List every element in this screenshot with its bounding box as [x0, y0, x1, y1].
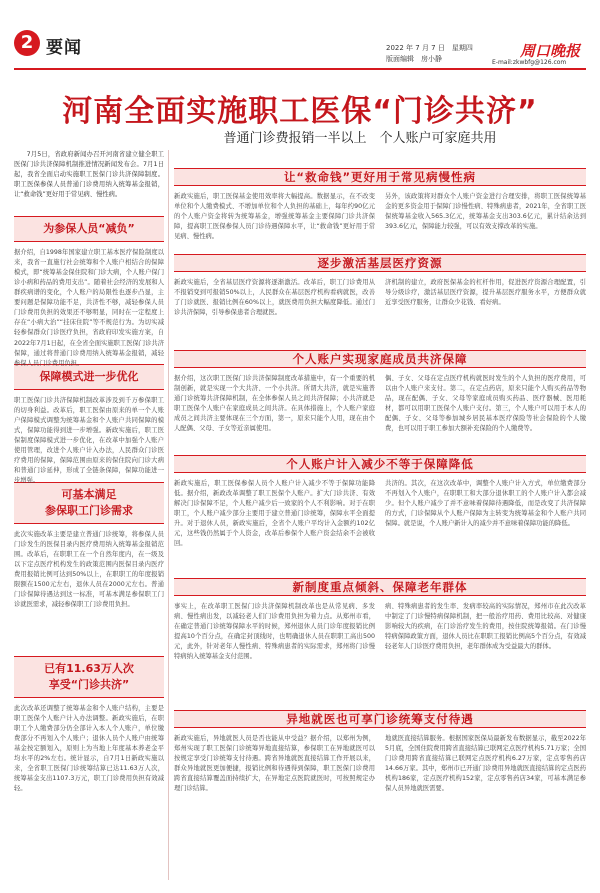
section-column: 地就医直接结算服务。根据国家医保局最新发布数据显示，截至2022年5月底，全国住院费用跨省直接结算已联网定点医疗机构5.71万家；全国门诊费用跨省直接结算已联网定点医疗机构6.27万家，定点零售药店14.66万家。其中，郑州市已开通门诊费用异地就医直接结算的定点医药机构186家，定点医疗机构152家，定点零售药店34家，可基本满足参保人员异地就医需要。: [385, 735, 586, 793]
section-column: 据介绍，这次职工医保门诊共济保障制度改革措施中，有一个重要的机制创新，就是实现一个大共济、一个小共济。所谓大共济，就是实施普通门诊统筹共济保障机制，在全体参保人员之间共济保障；小共济就是职工医保个人账户在家庭成员之间共济。在具体措施上，个人账户家庭成员之间共济主要体现在三个方面，第一，原来只能个人用，现在由个人配偶、父母、子女等近亲属使用。: [174, 375, 375, 433]
section-column: 新政实施后，职工医保基金使用效率将大幅提高。数据显示，在不改变单位和个人缴费模式、不增加单位和个人负担的基础上，每年约90亿元的个人账户资金将转为统筹基金，增强统筹基金主要保障门诊共济保障，提高职工医保参保人员门诊待遇保障水平，让“救命钱”更好用于常见病、慢性病。: [174, 193, 375, 241]
header-rule: [14, 68, 586, 70]
newspaper-logo: 周口晚报: [520, 42, 581, 60]
section-name: 要闻: [46, 38, 82, 58]
section-body: [174, 192, 586, 246]
section-column: 济机制的建立，政府医保基金的杠杆作用，促进医疗资源合理配置，引导分级诊疗，激活基层医疗资源，提升基层医疗服务水平，方便群众就近享受医疗服务，让群众少花钱、看好病。: [385, 279, 586, 307]
lead-paragraph: 7月5日，省政府新闻办召开河南省建立健全职工医保门诊共济保障机制推进情况新闻发布会。7月1日起，我省全面启动实施职工医保门诊共济保障制度。职工医保参保人员普通门诊费用纳入统筹基金报销，让“救命钱”更好用于常见病、慢性病。: [14, 151, 164, 199]
left-section-title: 保障模式进一步优化: [14, 364, 164, 390]
left-column: [14, 150, 164, 880]
left-section-title: 已有11.63万人次 享受“门诊共济”: [14, 656, 164, 698]
section-title: 异地就医也可享门诊统筹支付待遇: [174, 710, 586, 728]
article-section: [174, 350, 586, 450]
article-section: [174, 455, 586, 573]
section-title: 逐步激活基层医疗资源: [174, 254, 586, 272]
section-column: 病、特殊病患者的发生率、发病率较高的实际情况，郑州市在此次改革中制定了门诊慢特病保障机制，把一般治疗用药、费用比较高、对健康影响较大的疾病，在门诊治疗发生的费用，按住院统筹报销。在门诊慢特病保障政策方面，退休人员比在职职工报销比例高5个百分点，有效减轻老年人门诊医疗费用负担，老年群体成为受益最大的群体。: [385, 603, 586, 651]
page-number-badge: 2: [14, 30, 40, 56]
section-column: 另外，该政策将对群众个人账户资金进行合理安排，将职工医保统筹基金的更多资金用于保障门诊慢性病、特殊病患者，2021年，全省职工医保统筹基金收入565.3亿元，统筹基金支出303.6亿元，累计结余达到393.6亿元，保障能力较强，可以有效支撑改革的实施。: [385, 193, 586, 231]
article-section: [174, 168, 586, 248]
left-section-text: 此次改革还调整了统筹基金和个人账户结构，主要是职工医保个人账户计入办法调整。新政实施后，在职职工个人缴费部分仍全部计入本人个人账户，单位缴费部分不再划入个人账户；退休人员个人账户由统筹基金按定额划入，原则上为当地上年度基本养老金平均水平的2%左右。统计显示，自7月1日新政实施以来，全省职工医保门诊统筹结算已达11.63万人次，统筹基金支出1107.3万元，职工门诊费用负担有效减轻。: [14, 704, 164, 793]
left-section-text: 据介绍，自1998年国家建立职工基本医疗保险制度以来，我省一直施行社会统筹和个人账户相结合的保障模式，即“统筹基金保住院和门诊大病，个人账户保门诊小病和药品的费用支出”。随着社会经济的发展和人群疾病谱的变化，个人账户的局限性也逐步凸显，主要问题是保障功能不足，共济性不够，减轻参保人员门诊费用负担的效果还不够明显，同时在一定程度上存在“小病大治”“挂床住院”等不规范行为。为切实减轻参保群众门诊医疗负担，省政府印发实施方案，自2022年7月1日起，在全省全面实施职工医保门诊共济保障，通过将普通门诊费用纳入统筹基金报销，减轻参保人员门诊费用负担。: [14, 248, 164, 367]
page-editor: 版面编辑 房小静: [386, 55, 442, 63]
left-section-title: 为参保人员“减负”: [14, 216, 164, 242]
section-body: [174, 479, 586, 571]
article-section: [174, 578, 586, 693]
contact-email: E-mail:zkwbfg@126.com: [492, 59, 567, 66]
section-column: 共济的。其次，在这次改革中，调整个人账户计入方式，单位缴费部分不再划入个人账户，在职职工和大部分退休职工的个人账户计入都会减少。但个人账户减少了并不意味着保障待遇降低，而是改变了共济保障的方式，门诊保障从个人账户保障为主转变为统筹基金和个人账户共同保障。就是说，个人账户新计入的减少并不意味着保障功能的降低。: [385, 480, 586, 528]
column-divider: [168, 150, 169, 880]
headline: 河南全面实施职工医保“门诊共济”: [62, 94, 538, 129]
section-column: 新政实施后，职工医保参保人员个人账户计入减少不等于保障功能降低。据介绍，新政改革调整了职工医保个人账户。扩大门诊共济、有效解决门诊保障不足，个人账户减少后一致家的个人不利影响。对于在职职工，个人账户减少部分主要用于建立普通门诊统筹，保障水平全面提升。对于退休人员，新政实施后，全省个人账户平均计入金额约102亿元，这些钱仍然属于个人资金，改革后参保个人账户资金结余不会被收回。: [174, 480, 375, 548]
section-column: 偶、子女、父母在定点医疗机构就医时发生的个人负担的医疗费用，可以由个人账户来支付。第二，在定点药店，原来只能个人购买药品等物品，现在配偶、子女、父母等家庭成员购买药品、医疗器械、医用耗材，都可以用职工医保个人账户支付。第三，个人账户可以用于本人的配偶、子女、父母等参加城乡居民基本医疗保险等社会保险的个人缴费，也可以用于职工参加大额补充保险的个人缴费等。: [385, 375, 586, 433]
section-column: 新政实施后，全省基层医疗资源将逐渐激活。改革后，职工门诊费用从不报销变到可报销50%以上，人民群众在基层医疗机构看病就医，改善了门诊就医、报销比例在60%以上，就医费用负担大幅度降低。通过门诊共济保障，引导参保患者合理就医。: [174, 279, 375, 317]
section-body: [174, 374, 586, 448]
section-title: 个人账户实现家庭成员共济保障: [174, 350, 586, 368]
section-body: [174, 734, 586, 878]
page-header: [0, 0, 600, 88]
left-section-text: 此次实施改革主要是建立普通门诊统筹，将参保人员门诊发生的医保目录内医疗费用纳入统筹基金报销范围。改革后，在职职工在一个自然年度内，在一级及以下定点医疗机构发生的政策范围内医保目录内医疗费用报销比例可达到50%以上，在职职工的年度报销限额在1500元左右，退休人员在2000元左右。普通门诊保障待遇达到这一标准，可基本满足参保职工门诊就医需求，减轻参保职工门诊费用负担。: [14, 530, 164, 609]
section-body: [174, 278, 586, 340]
section-title: 个人账户计入减少不等于保障降低: [174, 455, 586, 473]
section-title: 让“救命钱”更好用于常见病慢性病: [174, 168, 586, 186]
article-section: [174, 254, 586, 342]
issue-date: 2022 年 7 月 7 日 星期四: [386, 44, 473, 52]
article-section: [174, 710, 586, 880]
left-section-text: 职工医保门诊共济保障机制改革涉及到千万参保职工的切身利益。改革后，职工医保由原来的单一个人账户保障模式调整为统筹基金和个人账户共同保障的模式，保障功能得到进一步增强。新政实施后，职工医保制度保障模式进一步优化，在改革中加强个人账户使用管理，改进个人账户计入办法，人民群众门诊医疗费用的保障，保障范围由原来的保住院向门诊大病和普通门诊延伸，形成了全链条保障，保障功能进一步增强。: [14, 396, 164, 485]
section-column: 新政实施后，异地就医人员是否也能从中受益？据介绍，以郑州为例，郑州实现了职工医保门诊统筹异地直接结算，参保职工在异地就医可以按规定享受门诊统筹支付待遇。跨省异地就医直接结算工作开展以来，群众异地就医更加便捷，报销比例和待遇得到保障，职工医保门诊费用跨省直接结算覆盖面持续扩大，在异地定点医院就医时，可按照规定办理门诊结算。: [174, 735, 375, 793]
left-section-title: 可基本满足 参保职工门诊需求: [14, 482, 164, 524]
subheadline: 普通门诊费报销一半以上 个人账户可家庭共用: [223, 131, 497, 146]
section-body: [174, 602, 586, 691]
section-title: 新制度重点倾斜、保障老年群体: [174, 578, 586, 596]
section-column: 事实上，在改革职工医保门诊共济保障机制改革也是从常见病、多发病、慢性病出发，以减轻老人们门诊费用负担为着力点。从郑州市看，在确定普通门诊统筹保障水平的时候，郑州退休人员门诊年度报销比例提高10个百分点，在确定封顶线时，也明确退休人员在职职工高出500元，此外，针对老年人慢性病、特殊病患者的实际需求，郑州将门诊慢特病纳入统筹基金支付范围。: [174, 603, 375, 661]
